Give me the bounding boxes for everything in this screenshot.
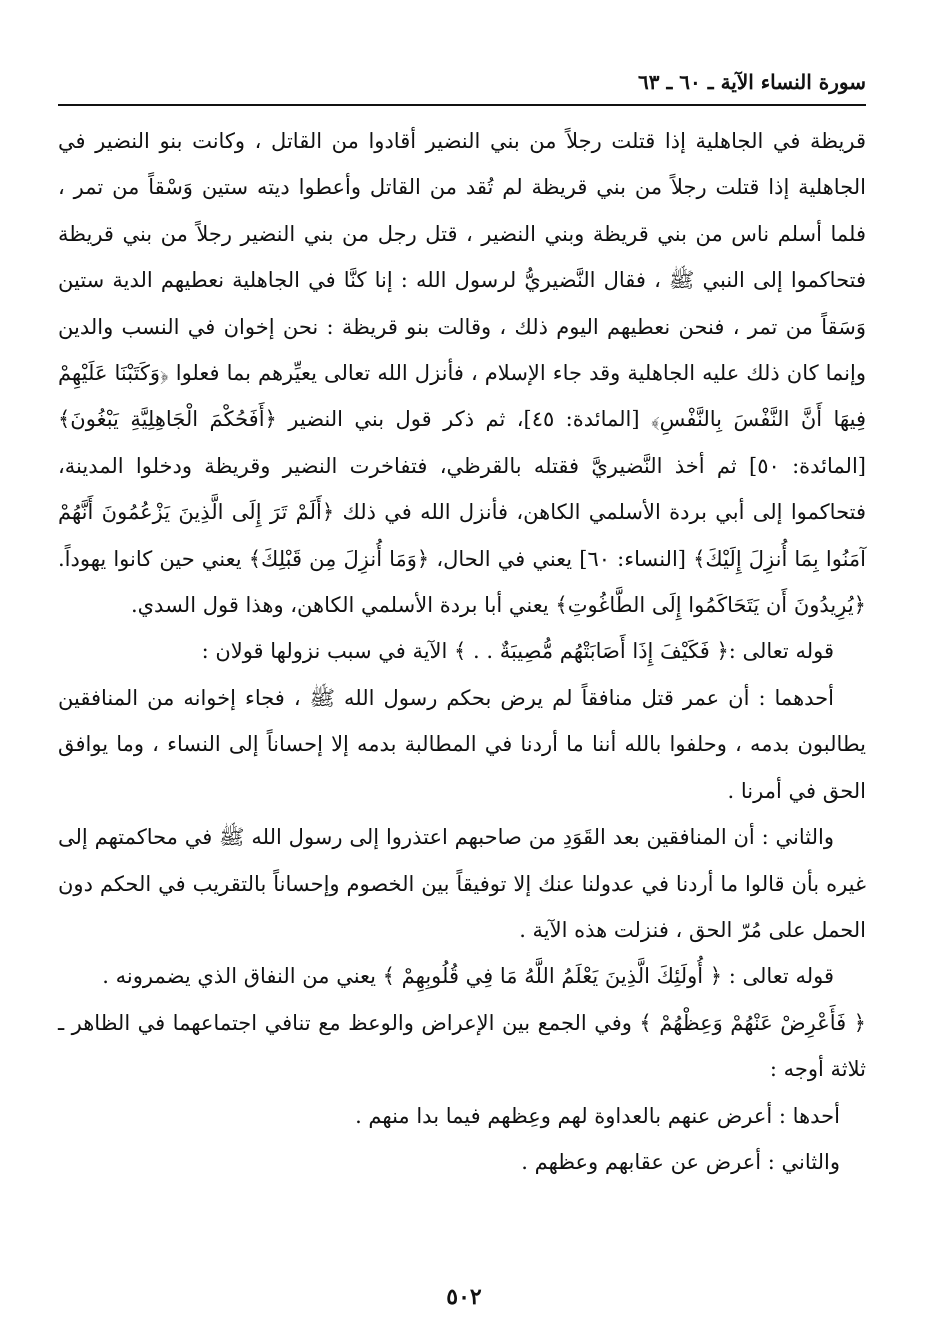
running-header <box>0 62 928 102</box>
list-item-first: أحدها : أعرض عنهم بالعداوة لهم وعِظهم فيما بدا منهم . <box>355 1103 840 1128</box>
page-number: ٥٠٢ <box>446 1284 482 1310</box>
paragraph-hypocrisy: قوله تعالى : ﴿ أُولَئِكَ الَّذِينَ يَعْلَمُ اللَّهُ مَا فِي قُلُوبِهِمْ ﴾ يعني من النفاق الذي يضمرونه . <box>102 964 834 989</box>
header-title: سورة النساء الآية ـ ٦٠ ـ ٦٣ <box>638 70 866 94</box>
header-rule <box>58 104 866 106</box>
paragraph-three-aspects: ﴿ فَأَعْرِضْ عَنْهُمْ وَعِظْهُمْ ﴾ وفي الجمع بين الإعراض والوعظ مع تنافي اجتماعهما في الظاهر ـ ثلاثة أوجه : <box>58 1010 866 1082</box>
paragraph-story: قريظة في الجاهلية إذا قتلت رجلاً من بني النضير أقادوا من القاتل ، وكانت بنو النضير في الجاهلية إذا قتلت رجلاً من بني قريظة لم تُقد من القاتل وأعطوا ديته ستين وَسْقاً من تمر ، فلما أسلم ناس من بني قريظة وبني النضير ، قتل رجل من بني النضير رجلاً من بني قريظة فتحاكموا إلى النبي ﷺ ، فقال النَّضيريُّ لرسول الله : إنا كنَّا في الجاهلية نعطيهم الدية ستين وَسَقاً من تمر ، فنحن نعطيهم اليوم ذلك ، وقالت بنو قريظة : نحن إخوان في النسب والدين وإنما كان ذلك عليه الجاهلية وقد جاء الإسلام ، فأنزل الله تعالى يعيِّرهم بما فعلوا ﴿وَكَتَبْنَا عَلَيْهِمْ فِيهَا أَنَّ النَّفْسَ بِالنَّفْسِ﴾ [المائدة: ٤٥]، ثم ذكر قول بني النضير ﴿أَفَحُكْمَ الْجَاهِلِيَّةِ يَبْغُونَ﴾ [المائدة: ٥٠] ثم أخذ النَّضيريَّ فقتله بالقرظي، فتفاخرت النضير وقريظة ودخلوا المدينة، فتحاكموا إلى أبي بردة الأسلمي الكاهن، فأنزل الله في ذلك ﴿أَلَمْ تَرَ إِلَى الَّذِينَ يَزْعُمُونَ أَنَّهُمْ آمَنُوا بِمَا أُنزِلَ إِلَيْكَ﴾ [النساء: ٦٠] يعني في الحال، ﴿وَمَا أُنزِلَ مِن قَبْلِكَ﴾ يعني حين كانوا يهوداً. ﴿يُرِيدُونَ أَن يَتَحَاكَمُوا إِلَى الطَّاغُوتِ﴾ يعني أبا بردة الأسلمي الكاهن، وهذا قول السدي. <box>58 129 866 618</box>
list-item-second: والثاني : أعرض عن عقابهم وعظهم . <box>521 1149 840 1174</box>
page-body <box>58 118 866 1185</box>
paragraph-second-opinion: والثاني : أن المنافقين بعد القَوَدِ من صاحبهم اعتذروا إلى رسول الله ﷺ في محاكمتهم إلى غيره بأن قالوا ما أردنا في عدولنا عنك إلا توفيقاً بين الخصوم وإحساناً بالتقريب في الحكم دون الحمل على مُرّ الحق ، فنزلت هذه الآية . <box>58 825 866 942</box>
paragraph-first-opinion: أحدهما : أن عمر قتل منافقاً لم يرض بحكم رسول الله ﷺ ، فجاء إخوانه من المنافقين يطالبون بدمه ، وحلفوا بالله أننا ما أردنا في المطالبة بدمه إلا إحساناً إلى النساء ، وما يوافق الحق في أمرنا . <box>58 685 866 803</box>
paragraph-verse-intro: قوله تعالى :﴿ فَكَيْفَ إِذَا أَصَابَتْهُم مُّصِيبَةٌ . . ﴾ الآية في سبب نزولها قولان : <box>201 639 834 664</box>
